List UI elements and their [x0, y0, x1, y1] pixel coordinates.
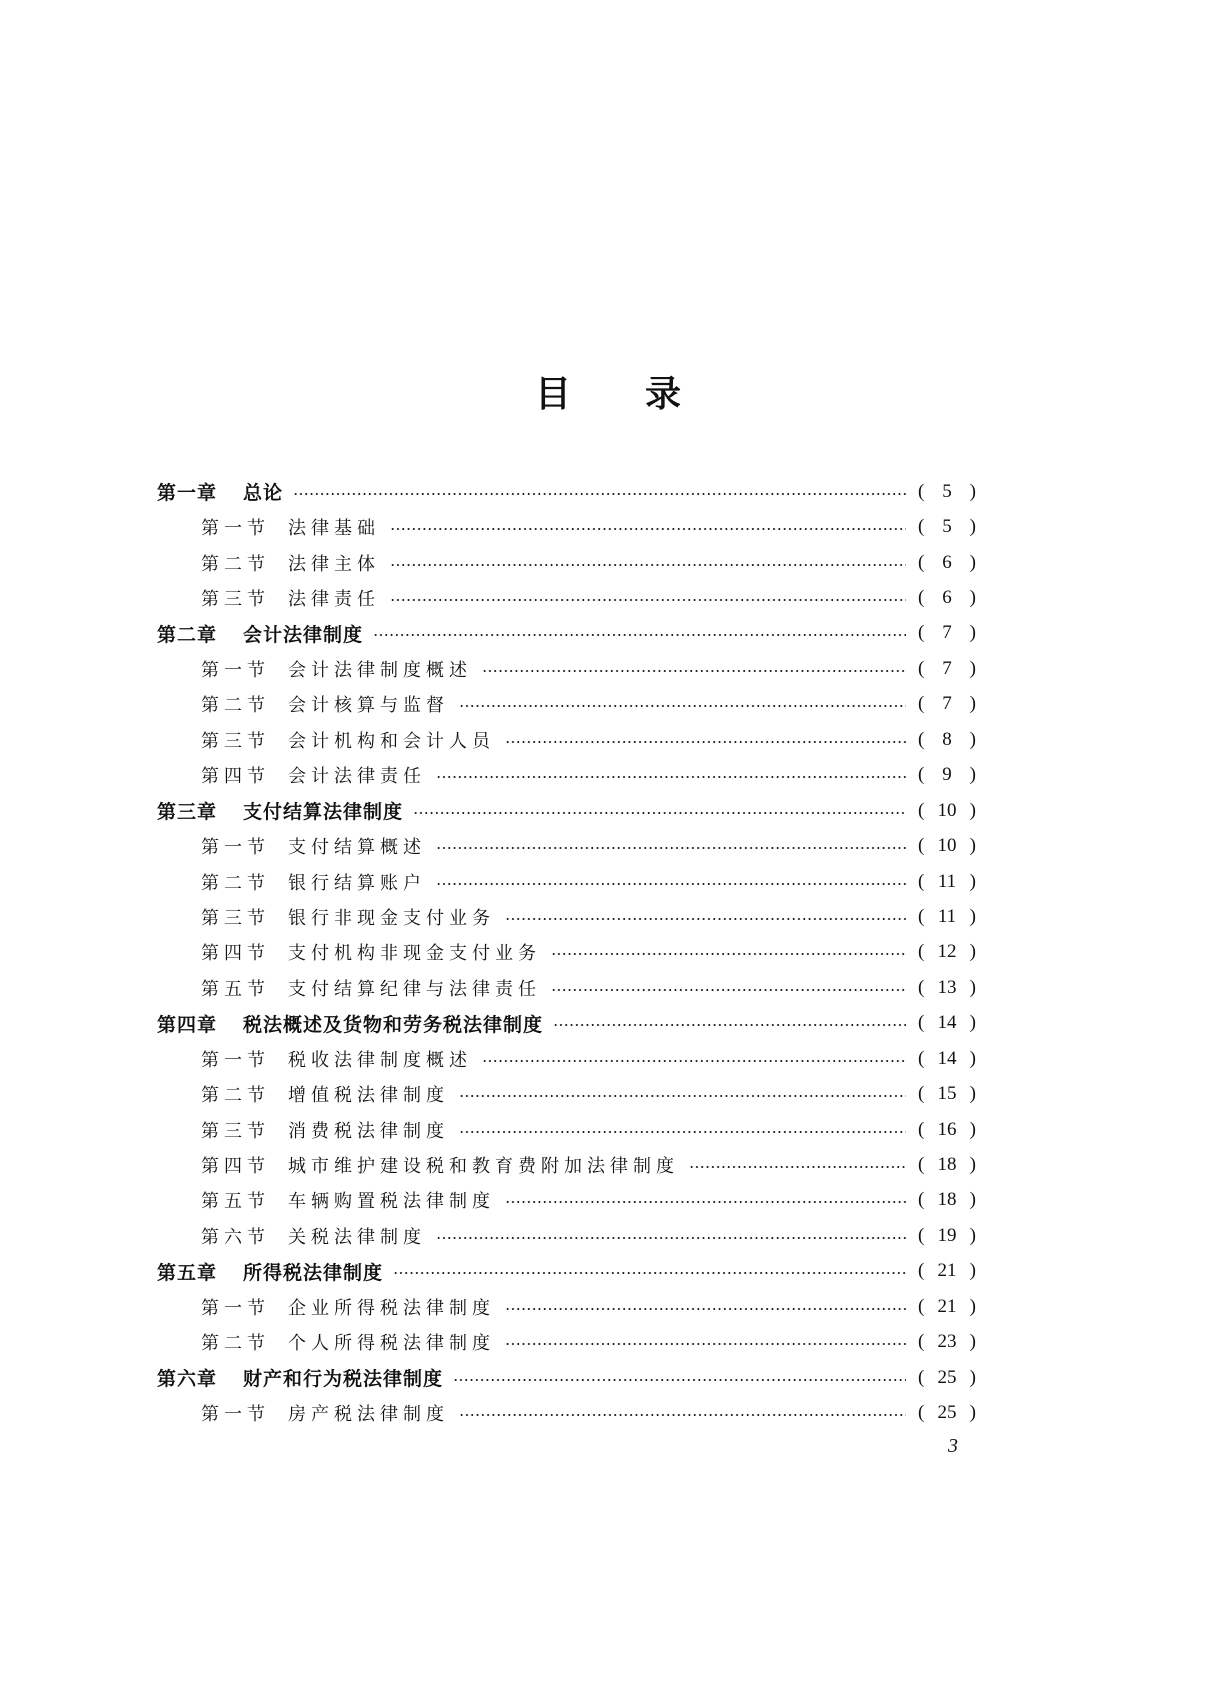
entry-number: 第三节 [201, 589, 270, 611]
entry-label [157, 1010, 553, 1037]
close-paren: ) [969, 764, 976, 786]
dot-leader [505, 741, 906, 743]
open-paren: ( [918, 976, 925, 998]
entry-label [157, 1364, 453, 1391]
entry-page-ref [918, 1119, 976, 1141]
entry-label [201, 904, 505, 930]
entry-number: 第二节 [201, 553, 270, 575]
dot-leader [553, 1024, 906, 1026]
dot-leader [393, 1272, 906, 1274]
entry-page-number: 18 [937, 1154, 957, 1176]
entry-title: 法律基础 [288, 518, 380, 540]
entry-title: 支付结算概述 [288, 837, 426, 859]
open-paren: ( [918, 516, 925, 538]
toc-section-entry[interactable] [0, 1147, 1216, 1182]
close-paren: ) [969, 551, 976, 573]
entry-page-number: 6 [942, 551, 952, 573]
toc-section-entry[interactable] [0, 899, 1216, 934]
entry-page-ref [918, 800, 976, 822]
open-paren: ( [918, 622, 925, 644]
entry-title: 法律责任 [288, 589, 380, 611]
entry-page-ref [918, 622, 976, 644]
entry-label [201, 514, 390, 540]
entry-page-ref [918, 693, 976, 715]
entry-label [157, 1258, 393, 1285]
page-number: 3 [948, 1435, 958, 1457]
open-paren: ( [918, 728, 925, 750]
entry-number: 第五章 [157, 1261, 218, 1284]
entry-label [157, 620, 373, 647]
toc-section-entry[interactable] [0, 1218, 1216, 1253]
entry-page-number: 10 [937, 835, 957, 857]
entry-page-number: 8 [942, 728, 952, 750]
entry-page-number: 5 [942, 480, 952, 502]
entry-label [201, 691, 459, 717]
toc-section-entry[interactable] [0, 1076, 1216, 1111]
entry-title: 增值税法律制度 [288, 1085, 449, 1107]
page-title [0, 372, 1216, 418]
close-paren: ) [969, 1224, 976, 1246]
entry-page-number: 11 [937, 905, 957, 927]
dot-leader [459, 705, 906, 707]
open-paren: ( [918, 657, 925, 679]
entry-title: 支付结算法律制度 [243, 801, 404, 824]
entry-number: 第三章 [157, 801, 218, 824]
entry-page-number: 25 [937, 1366, 957, 1388]
entry-page-number: 7 [942, 693, 952, 715]
entry-page-ref [918, 941, 976, 963]
open-paren: ( [918, 480, 925, 502]
entry-page-ref [918, 1260, 976, 1282]
close-paren: ) [969, 622, 976, 644]
entry-number: 第六节 [201, 1226, 270, 1248]
entry-title: 财产和行为税法律制度 [243, 1368, 444, 1391]
open-paren: ( [918, 941, 925, 963]
toc-section-entry[interactable] [0, 864, 1216, 899]
open-paren: ( [918, 551, 925, 573]
entry-title: 会计法律制度 [243, 623, 364, 646]
close-paren: ) [969, 1295, 976, 1317]
entry-title: 法律主体 [288, 553, 380, 575]
entry-number: 第三节 [201, 907, 270, 929]
entry-page-number: 5 [942, 516, 952, 538]
open-paren: ( [918, 1366, 925, 1388]
entry-number: 第一节 [201, 659, 270, 681]
toc-section-entry[interactable] [0, 758, 1216, 793]
entry-page-ref [918, 1296, 976, 1318]
open-paren: ( [918, 1224, 925, 1246]
dot-leader [373, 634, 906, 636]
entry-label [157, 478, 293, 505]
open-paren: ( [918, 1331, 925, 1353]
toc-section-entry[interactable] [0, 580, 1216, 615]
entry-label [201, 550, 390, 576]
entry-label [201, 1329, 505, 1355]
dot-leader [551, 953, 906, 955]
dot-leader [413, 812, 906, 814]
entry-title: 税法概述及货物和劳务税法律制度 [243, 1013, 544, 1036]
entry-title: 车辆购置税法律制度 [288, 1191, 495, 1213]
entry-title: 个人所得税法律制度 [288, 1333, 495, 1355]
dot-leader [505, 918, 906, 920]
entry-label [201, 939, 551, 965]
open-paren: ( [918, 1154, 925, 1176]
entry-label [201, 1187, 505, 1213]
entry-title: 会计法律制度概述 [288, 659, 472, 681]
toc-section-entry[interactable] [0, 970, 1216, 1005]
entry-number: 第五节 [201, 1191, 270, 1213]
open-paren: ( [918, 1083, 925, 1105]
entry-number: 第二章 [157, 623, 218, 646]
open-paren: ( [918, 1260, 925, 1282]
entry-number: 第四节 [201, 1156, 270, 1178]
entry-label [201, 585, 390, 611]
entry-page-number: 14 [937, 1012, 957, 1034]
entry-label [201, 975, 551, 1001]
close-paren: ) [969, 1083, 976, 1105]
entry-page-ref [918, 1012, 976, 1034]
entry-number: 第三节 [201, 1120, 270, 1142]
dot-leader [551, 989, 906, 991]
open-paren: ( [918, 1402, 925, 1424]
table-of-contents [0, 474, 1216, 1431]
dot-leader [505, 1201, 906, 1203]
entry-title: 银行结算账户 [288, 872, 426, 894]
dot-leader [453, 1379, 906, 1381]
entry-label [201, 1081, 459, 1107]
toc-section-entry[interactable] [0, 828, 1216, 863]
dot-leader [505, 1343, 906, 1345]
dot-leader [459, 1414, 906, 1416]
toc-section-entry[interactable] [0, 1395, 1216, 1430]
entry-page-number: 23 [937, 1331, 957, 1353]
close-paren: ) [969, 516, 976, 538]
entry-page-number: 15 [937, 1083, 957, 1105]
entry-page-ref [918, 1402, 976, 1424]
open-paren: ( [918, 1189, 925, 1211]
toc-section-entry[interactable] [0, 935, 1216, 970]
entry-label [201, 762, 436, 788]
entry-page-number: 13 [937, 976, 957, 998]
entry-label [157, 797, 413, 824]
toc-section-entry[interactable] [0, 1183, 1216, 1218]
toc-chapter-entry[interactable] [0, 1360, 1216, 1395]
open-paren: ( [918, 905, 925, 927]
toc-section-entry[interactable] [0, 651, 1216, 686]
title-char: 目 [535, 374, 572, 415]
close-paren: ) [969, 1366, 976, 1388]
toc-chapter-entry[interactable] [0, 793, 1216, 828]
dot-leader [436, 1237, 906, 1239]
entry-page-number: 18 [937, 1189, 957, 1211]
entry-title: 会计机构和会计人员 [288, 730, 495, 752]
toc-section-entry[interactable] [0, 1112, 1216, 1147]
entry-page-number: 12 [937, 941, 957, 963]
open-paren: ( [918, 693, 925, 715]
entry-label [201, 1046, 482, 1072]
entry-page-number: 25 [937, 1402, 957, 1424]
entry-page-number: 14 [937, 1047, 957, 1069]
toc-chapter-entry[interactable] [0, 474, 1216, 509]
toc-chapter-entry[interactable] [0, 1254, 1216, 1289]
entry-page-ref [918, 587, 976, 609]
entry-number: 第六章 [157, 1368, 218, 1391]
open-paren: ( [918, 1295, 925, 1317]
entry-number: 第一节 [201, 518, 270, 540]
dot-leader [390, 528, 906, 530]
entry-title: 总论 [243, 482, 284, 505]
entry-number: 第一节 [201, 837, 270, 859]
dot-leader [459, 1095, 906, 1097]
entry-page-ref [918, 1048, 976, 1070]
entry-number: 第四节 [201, 766, 270, 788]
toc-section-entry[interactable] [0, 509, 1216, 544]
entry-title: 支付机构非现金支付业务 [288, 943, 541, 965]
close-paren: ) [969, 1118, 976, 1140]
entry-label [201, 656, 482, 682]
entry-label [201, 1117, 459, 1143]
close-paren: ) [969, 480, 976, 502]
toc-section-entry[interactable] [0, 1325, 1216, 1360]
entry-title: 企业所得税法律制度 [288, 1297, 495, 1319]
dot-leader [689, 1166, 906, 1168]
close-paren: ) [969, 587, 976, 609]
entry-label [201, 1294, 505, 1320]
dot-leader [436, 847, 906, 849]
dot-leader [436, 776, 906, 778]
entry-page-number: 21 [937, 1260, 957, 1282]
entry-number: 第二节 [201, 872, 270, 894]
close-paren: ) [969, 693, 976, 715]
entry-number: 第四节 [201, 943, 270, 965]
entry-number: 第四章 [157, 1013, 218, 1036]
entry-label [201, 1223, 436, 1249]
entry-page-ref [918, 1367, 976, 1389]
dot-leader [436, 883, 906, 885]
open-paren: ( [918, 1047, 925, 1069]
open-paren: ( [918, 587, 925, 609]
entry-title: 消费税法律制度 [288, 1120, 449, 1142]
entry-page-number: 21 [937, 1295, 957, 1317]
toc-section-entry[interactable] [0, 1041, 1216, 1076]
entry-page-ref [918, 871, 976, 893]
entry-page-ref [918, 1154, 976, 1176]
entry-page-number: 7 [942, 622, 952, 644]
entry-title: 银行非现金支付业务 [288, 907, 495, 929]
close-paren: ) [969, 1047, 976, 1069]
dot-leader [459, 1131, 906, 1133]
dot-leader [482, 670, 906, 672]
close-paren: ) [969, 1012, 976, 1034]
entry-title: 关税法律制度 [288, 1226, 426, 1248]
entry-page-number: 10 [937, 799, 957, 821]
entry-title: 税收法律制度概述 [288, 1049, 472, 1071]
entry-page-ref [918, 1083, 976, 1105]
entry-number: 第一节 [201, 1404, 270, 1426]
toc-chapter-entry[interactable] [0, 1006, 1216, 1041]
toc-section-entry[interactable] [0, 722, 1216, 757]
entry-page-ref [918, 1225, 976, 1247]
entry-title: 所得税法律制度 [243, 1261, 384, 1284]
close-paren: ) [969, 1154, 976, 1176]
entry-page-number: 19 [937, 1224, 957, 1246]
entry-page-ref [918, 977, 976, 999]
entry-title: 房产税法律制度 [288, 1404, 449, 1426]
entry-page-number: 7 [942, 657, 952, 679]
dot-leader [482, 1060, 906, 1062]
toc-section-entry[interactable] [0, 687, 1216, 722]
close-paren: ) [969, 1260, 976, 1282]
close-paren: ) [969, 905, 976, 927]
entry-page-number: 11 [937, 870, 957, 892]
close-paren: ) [969, 1331, 976, 1353]
entry-number: 第二节 [201, 695, 270, 717]
entry-label [201, 833, 436, 859]
close-paren: ) [969, 728, 976, 750]
entry-page-number: 6 [942, 587, 952, 609]
toc-chapter-entry[interactable] [0, 616, 1216, 651]
entry-page-ref [918, 658, 976, 680]
open-paren: ( [918, 1118, 925, 1140]
close-paren: ) [969, 835, 976, 857]
entry-page-ref [918, 516, 976, 538]
close-paren: ) [969, 657, 976, 679]
entry-page-ref [918, 906, 976, 928]
close-paren: ) [969, 941, 976, 963]
entry-title: 会计核算与监督 [288, 695, 449, 717]
open-paren: ( [918, 1012, 925, 1034]
entry-number: 第二节 [201, 1333, 270, 1355]
entry-page-ref [918, 1189, 976, 1211]
entry-number: 第三节 [201, 730, 270, 752]
entry-number: 第二节 [201, 1085, 270, 1107]
open-paren: ( [918, 870, 925, 892]
close-paren: ) [969, 1402, 976, 1424]
entry-page-ref [918, 481, 976, 503]
dot-leader [390, 599, 906, 601]
entry-page-ref [918, 729, 976, 751]
toc-section-entry[interactable] [0, 545, 1216, 580]
close-paren: ) [969, 976, 976, 998]
entry-title: 城市维护建设税和教育费附加法律制度 [288, 1156, 679, 1178]
entry-page-number: 16 [937, 1118, 957, 1140]
entry-label [201, 1152, 689, 1178]
dot-leader [505, 1308, 906, 1310]
close-paren: ) [969, 799, 976, 821]
entry-title: 会计法律责任 [288, 766, 426, 788]
entry-number: 第一章 [157, 482, 218, 505]
entry-page-ref [918, 835, 976, 857]
close-paren: ) [969, 1189, 976, 1211]
entry-page-ref [918, 552, 976, 574]
entry-page-ref [918, 764, 976, 786]
entry-label [201, 869, 436, 895]
dot-leader [293, 493, 906, 495]
entry-page-ref [918, 1331, 976, 1353]
entry-number: 第五节 [201, 978, 270, 1000]
entry-label [201, 727, 505, 753]
entry-number: 第一节 [201, 1049, 270, 1071]
entry-label [201, 1400, 459, 1426]
toc-section-entry[interactable] [0, 1289, 1216, 1324]
close-paren: ) [969, 870, 976, 892]
open-paren: ( [918, 764, 925, 786]
entry-page-number: 9 [942, 764, 952, 786]
entry-title: 支付结算纪律与法律责任 [288, 978, 541, 1000]
entry-number: 第一节 [201, 1297, 270, 1319]
title-char: 录 [645, 374, 682, 415]
dot-leader [390, 564, 906, 566]
open-paren: ( [918, 835, 925, 857]
open-paren: ( [918, 799, 925, 821]
